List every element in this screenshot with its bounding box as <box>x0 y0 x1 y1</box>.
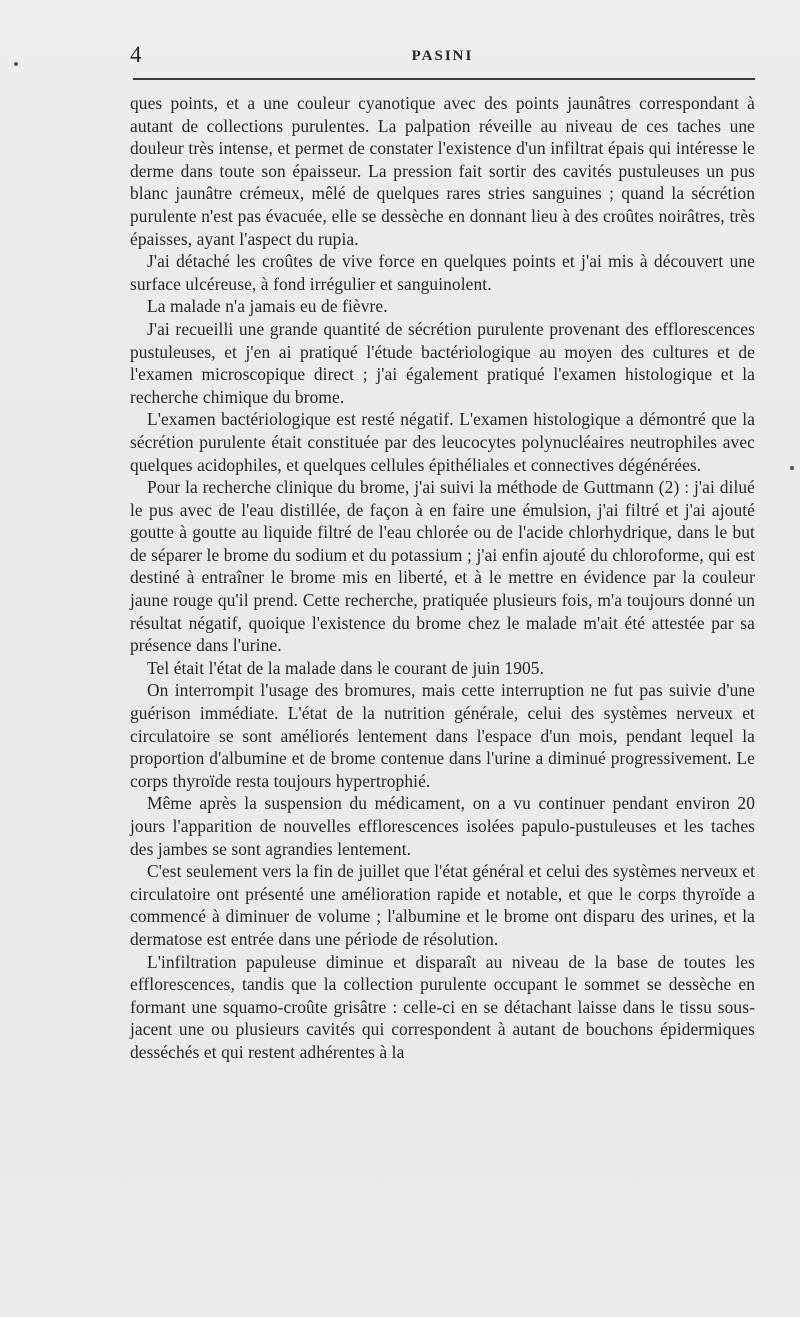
running-head <box>130 42 755 72</box>
paragraph: La malade n'a jamais eu de fièvre. <box>147 296 388 317</box>
paragraph: Tel était l'état de la malade dans le courant de juin 1905. <box>147 657 545 678</box>
paragraph: Pour la recherche clinique du brome, j'ai suivi la méthode de Guttmann (2) : j'ai dilué le pus avec de l'eau distillée, de façon à en faire une émulsion, j'ai filtré et j'ai ajouté goutte à goutte au liquide filtré de l'eau chlorée ou de l'acide chlorhydrique, dans le but de séparer le brome du sodium et du potassium ; j'ai enfin ajouté du chloroforme, qui est destiné à entraîner le brome mis en liberté, et à le mettre en évidence par la couleur jaune rouge qu'il prend. Cette recherche, pratiquée plusieurs fois, m'a toujours donné un résultat négatif, quoique l'existence du brome chez le malade m'ait été attestée par sa présence dans l'urine. <box>130 477 755 656</box>
paragraph: L'infiltration papuleuse diminue et disparaît au niveau de la base de toutes les efflorescences, tandis que la collection purulente occupant le sommet se dessèche en formant une squamo-croûte grisâtre : celle-ci en se détachant laisse dans le tissu sous-jacent une ou plusieurs cavités qui correspondent à autant de bouchons épidermiques desséchés et qui restent adhérentes à la <box>130 951 755 1062</box>
paragraph: Même après la suspension du médicament, on a vu continuer pendant environ 20 jours l'apparition de nouvelles efflorescences isolées papulo-pustuleuses et les taches des jambes se sont agrandies lentement. <box>130 793 755 859</box>
paragraph: C'est seulement vers la fin de juillet que l'état général et celui des systèmes nerveux et circulatoire ont présenté une amélioration rapide et notable, et que le corps thyroïde a commencé à diminuer de volume ; l'albumine et le brome ont disparu des urines, et la dermatose est entrée dans une période de résolution. <box>130 861 755 949</box>
page-number: 4 <box>130 42 142 67</box>
paragraph: J'ai recueilli une grande quantité de sécrétion purulente provenant des efflorescences pustuleuses, et j'en ai pratiqué l'étude bactériologique au moyen des cultures et de l'examen microscopique direct ; j'ai également pratiqué l'examen histologique et la recherche chimique du brome. <box>130 318 755 407</box>
margin-speck <box>790 466 794 470</box>
running-title: PASINI <box>411 48 474 64</box>
paragraph: On interrompit l'usage des bromures, mais cette interruption ne fut pas suivie d'une guérison immédiate. L'état de la nutrition générale, celui des systèmes nerveux et circulatoire se sont améliorés lentement dans l'espace d'un mois, pendant lequel la proportion d'albumine et de brome contenue dans l'urine a diminué progressivement. Le corps thyroïde resta toujours hypertrophié. <box>130 680 755 791</box>
paragraph: ques points, et a une couleur cyanotique avec des points jaunâtres correspondant à autant de collections purulentes. La palpation réveille au niveau de ces taches une douleur très intense, et permet de constater l'existence d'un infiltrat épais qui intéresse le derme dans toute son épaisseur. La pression fait sortir des cavités pustuleuses un pus blanc jaunâtre crémeux, mêlé de quelques rares stries sanguines ; quand la sécrétion purulente n'est pas évacuée, elle se dessèche en donnant lieu à des croûtes noirâtres, très épaisses, ayant l'aspect du rupia. <box>130 93 755 249</box>
header-rule <box>133 78 755 80</box>
paragraph: L'examen bactériologique est resté négatif. L'examen histologique a démontré que la sécrétion purulente était constituée par des leucocytes polynucléaires neutrophiles avec quelques acidophiles, et quelques cellules épithéliales et connectives dégénérées. <box>130 409 755 475</box>
body-text <box>130 92 755 1064</box>
paragraph: J'ai détaché les croûtes de vive force en quelques points et j'ai mis à découvert une surface ulcéreuse, à fond irrégulier et sanguinolent. <box>130 251 755 294</box>
margin-speck <box>14 62 18 66</box>
